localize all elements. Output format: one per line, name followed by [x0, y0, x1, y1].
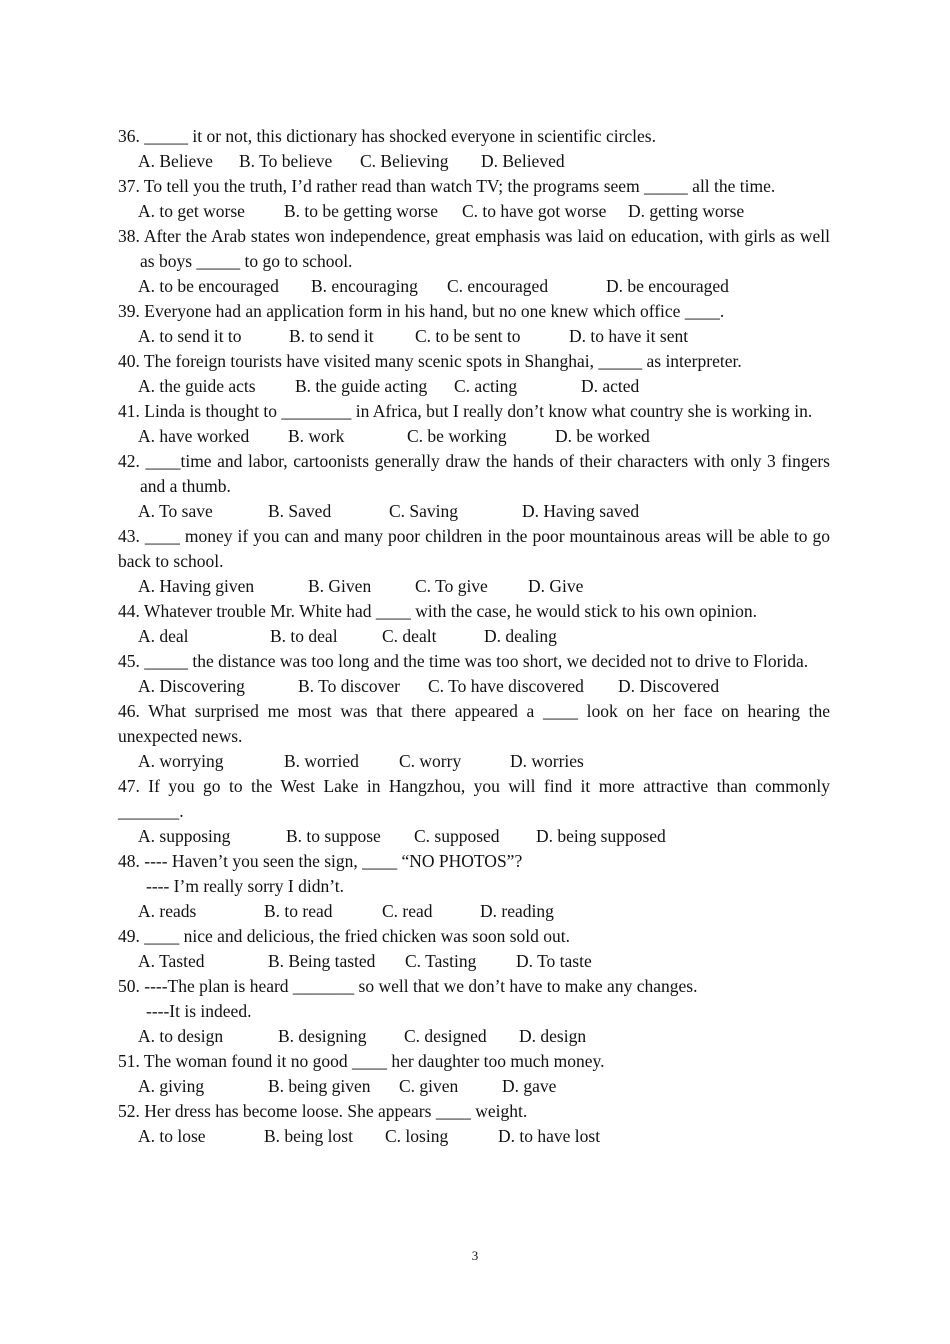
- question-stem: 51. The woman found it no good ____ her daughter too much money.: [118, 1051, 605, 1071]
- option-c: C. Saving: [389, 501, 459, 521]
- question-stem: 39. Everyone had an application form in his hand, but no one knew which office ____.: [118, 301, 725, 321]
- option-a: A. to lose: [138, 1126, 206, 1146]
- option-row: [118, 624, 830, 649]
- option-row: [118, 749, 830, 774]
- option-d: D. Give: [528, 576, 584, 596]
- option-b: B. Being tasted: [268, 951, 376, 971]
- question-stem: 50. ----The plan is heard _______ so well that we don’t have to make any changes.: [118, 976, 698, 996]
- option-d: D. to have lost: [498, 1126, 601, 1146]
- question-stem: 41. Linda is thought to ________ in Africa, but I really don’t know what country she is working in.: [118, 401, 813, 421]
- option-d: D. be encouraged: [606, 276, 729, 296]
- option-row: [118, 949, 830, 974]
- option-b: B. to deal: [270, 626, 338, 646]
- option-row: [118, 1074, 830, 1099]
- option-d: D. to have it sent: [569, 326, 689, 346]
- option-b: B. being lost: [264, 1126, 353, 1146]
- option-b: B. work: [288, 426, 345, 446]
- question-stem: 45. _____ the distance was too long and the time was too short, we decided not to drive to Florida.: [118, 651, 809, 671]
- option-row: [118, 499, 830, 524]
- option-row: [118, 324, 830, 349]
- option-c: C. read: [382, 901, 433, 921]
- option-row: [118, 149, 830, 174]
- page-number: 3: [471, 1248, 479, 1263]
- option-c: C. designed: [404, 1026, 487, 1046]
- option-d: D. gave: [502, 1076, 557, 1096]
- option-a: A. to send it to: [138, 326, 242, 346]
- option-a: A. Discovering: [138, 676, 245, 696]
- question-stem: 52. Her dress has become loose. She appears ____ weight.: [118, 1101, 528, 1121]
- option-d: D. worries: [510, 751, 584, 771]
- question-stem: 40. The foreign tourists have visited many scenic spots in Shanghai, _____ as interpreter.: [118, 351, 742, 371]
- option-b: B. To believe: [239, 151, 333, 171]
- option-a: A. supposing: [138, 826, 231, 846]
- question-list: [118, 124, 830, 1149]
- option-d: D. design: [519, 1026, 587, 1046]
- option-b: B. to read: [264, 901, 333, 921]
- option-row: [118, 199, 830, 224]
- option-d: D. To taste: [516, 951, 592, 971]
- option-a: A. Tasted: [138, 951, 205, 971]
- option-a: A. worrying: [138, 751, 224, 771]
- option-b: B. worried: [284, 751, 359, 771]
- option-c: C. be working: [407, 426, 507, 446]
- option-c: C. losing: [385, 1126, 449, 1146]
- option-a: A. Believe: [138, 151, 213, 171]
- option-d: D. Believed: [481, 151, 565, 171]
- option-a: A. deal: [138, 626, 189, 646]
- option-b: B. to send it: [289, 326, 374, 346]
- option-a: A. Having given: [138, 576, 255, 596]
- option-b: B. to suppose: [286, 826, 381, 846]
- option-b: B. Given: [308, 576, 372, 596]
- option-row: [118, 899, 830, 924]
- option-c: C. To give: [415, 576, 488, 596]
- dialogue-reply: ---- I’m really sorry I didn’t.: [146, 876, 344, 896]
- question-stem: 38. After the Arab states won independence, great emphasis was laid on education, with girls as well as boys _____ to go to school.: [118, 226, 830, 271]
- option-b: B. designing: [278, 1026, 367, 1046]
- option-row: [118, 274, 830, 299]
- question-stem: 49. ____ nice and delicious, the fried chicken was soon sold out.: [118, 926, 570, 946]
- question-stem: 42. ____time and labor, cartoonists generally draw the hands of their characters with only 3 fingers and a thumb.: [118, 451, 830, 496]
- option-row: [118, 824, 830, 849]
- option-c: C. dealt: [382, 626, 437, 646]
- option-c: C. Believing: [360, 151, 449, 171]
- option-b: B. to be getting worse: [284, 201, 439, 221]
- option-b: B. being given: [268, 1076, 371, 1096]
- option-d: D. Discovered: [618, 676, 720, 696]
- option-c: C. supposed: [414, 826, 500, 846]
- option-d: D. being supposed: [536, 826, 666, 846]
- option-d: D. Having saved: [522, 501, 640, 521]
- question-stem: 36. _____ it or not, this dictionary has shocked everyone in scientific circles.: [118, 126, 656, 146]
- question-stem: 37. To tell you the truth, I’d rather read than watch TV; the programs seem _____ all the time.: [118, 176, 776, 196]
- dialogue-reply: ----It is indeed.: [146, 1001, 252, 1021]
- option-b: B. the guide acting: [295, 376, 428, 396]
- option-d: D. reading: [480, 901, 554, 921]
- option-a: A. To save: [138, 501, 213, 521]
- option-b: B. encouraging: [311, 276, 418, 296]
- option-c: C. Tasting: [405, 951, 477, 971]
- option-row: [118, 674, 830, 699]
- question-stem: 48. ---- Haven’t you seen the sign, ____ “NO PHOTOS”?: [118, 851, 523, 871]
- option-c: C. to have got worse: [462, 201, 607, 221]
- option-c: C. To have discovered: [428, 676, 584, 696]
- option-a: A. to get worse: [138, 201, 245, 221]
- option-a: A. have worked: [138, 426, 250, 446]
- option-a: A. giving: [138, 1076, 205, 1096]
- option-c: C. worry: [399, 751, 462, 771]
- option-c: C. to be sent to: [415, 326, 521, 346]
- option-row: [118, 574, 830, 599]
- option-row: [118, 1024, 830, 1049]
- option-row: [118, 424, 830, 449]
- option-row: [118, 374, 830, 399]
- question-stem: 43. ____ money if you can and many poor children in the poor mountainous areas will be able to go back to school.: [118, 526, 830, 571]
- option-a: A. to be encouraged: [138, 276, 279, 296]
- option-c: C. acting: [454, 376, 518, 396]
- option-d: D. acted: [581, 376, 640, 396]
- option-d: D. getting worse: [628, 201, 745, 221]
- option-d: D. dealing: [484, 626, 557, 646]
- question-stem: 46. What surprised me most was that there appeared a ____ look on her face on hearing the unexpected news.: [118, 701, 830, 746]
- option-row: [118, 1124, 830, 1149]
- option-c: C. given: [399, 1076, 459, 1096]
- question-stem: 47. If you go to the West Lake in Hangzhou, you will find it more attractive than commonly _______.: [118, 776, 830, 821]
- option-a: A. the guide acts: [138, 376, 256, 396]
- option-b: B. To discover: [298, 676, 400, 696]
- option-c: C. encouraged: [447, 276, 549, 296]
- option-d: D. be worked: [555, 426, 650, 446]
- question-stem: 44. Whatever trouble Mr. White had ____ with the case, he would stick to his own opinion.: [118, 601, 757, 621]
- option-a: A. to design: [138, 1026, 224, 1046]
- option-b: B. Saved: [268, 501, 332, 521]
- option-a: A. reads: [138, 901, 197, 921]
